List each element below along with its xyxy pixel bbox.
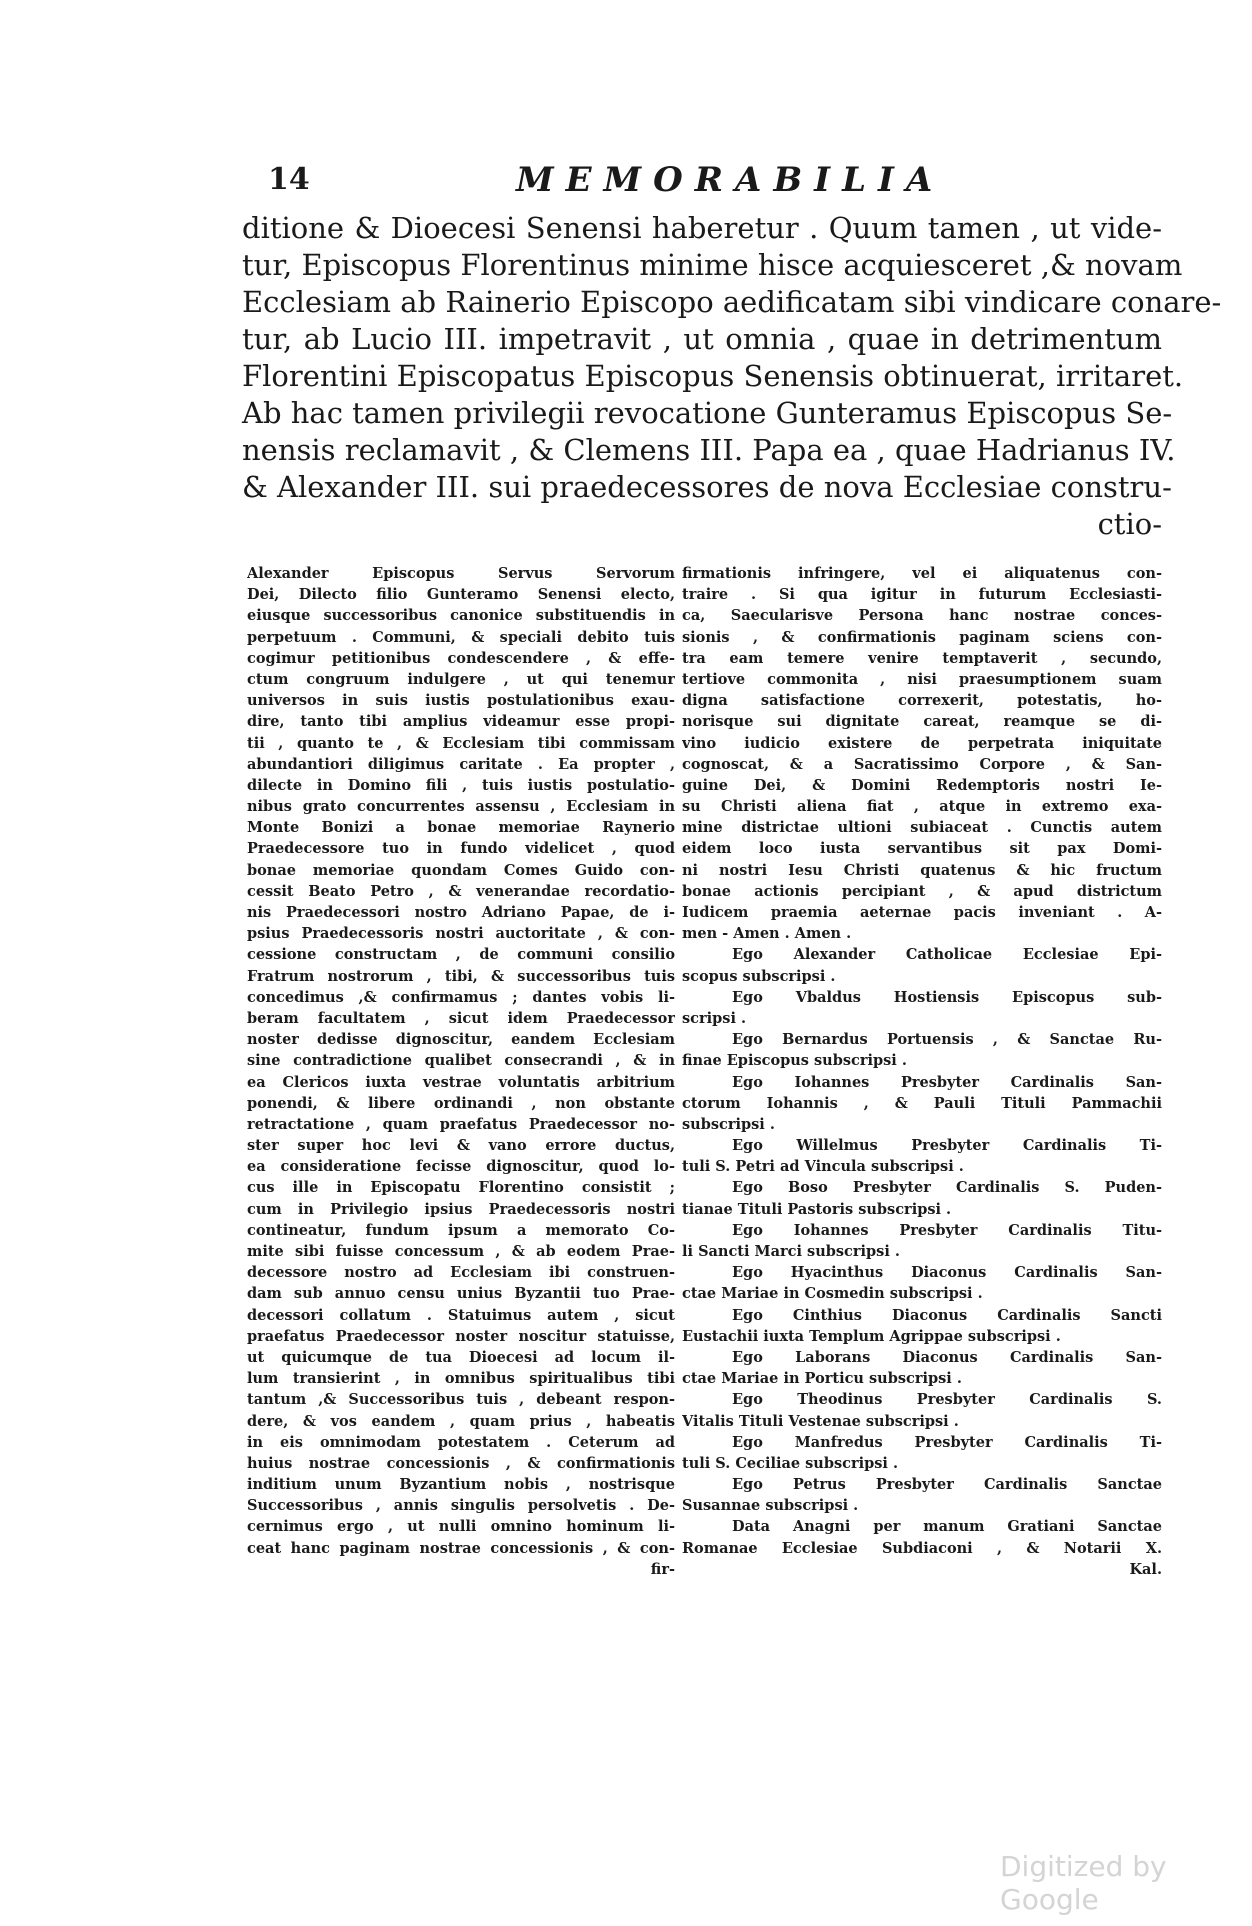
right-column-line: ctae Mariae in Porticu subscripsi .: [682, 1370, 962, 1388]
right-column-line: Ego Theodinus Presbyter Cardinalis S.: [732, 1391, 1162, 1409]
left-column-line: cessione constructam , de communi consilio: [247, 946, 675, 964]
intro-line: Ecclesiam ab Rainerio Episcopo aedificatam sibi vindicare conare-: [242, 285, 1222, 319]
left-column-line: inditium unum Byzantium nobis , nostrisque: [247, 1476, 675, 1494]
right-column-line: guine Dei, & Domini Redemptoris nostri Ie-: [682, 776, 1162, 794]
left-column-line: abundantiori diligimus caritate . Ea propter ,: [247, 755, 675, 773]
right-column-line: digna satisfactione correxerit, potestatis, ho-: [682, 692, 1162, 710]
left-column-line: huius nostrae concessionis , & confirmationis: [247, 1454, 675, 1472]
left-column-line: fir-: [650, 1560, 675, 1578]
right-column-line: Romanae Ecclesiae Subdiaconi , & Notarii X.: [682, 1539, 1162, 1557]
left-column-line: ctum congruum indulgere , ut qui tenemur: [247, 670, 675, 688]
left-column-line: cogimur petitionibus condescendere , & effe-: [247, 649, 675, 667]
right-column-line: Ego Petrus Presbyter Cardinalis Sanctae: [732, 1476, 1162, 1494]
right-column-line: Ego Iohannes Presbyter Cardinalis Titu-: [732, 1221, 1162, 1239]
right-column-line: Eustachii iuxta Templum Agrippae subscripsi .: [682, 1327, 1061, 1345]
right-column-line: Ego Cinthius Diaconus Cardinalis Sancti: [732, 1306, 1162, 1324]
left-column-line: praefatus Praedecessor noster noscitur statuisse,: [247, 1327, 675, 1345]
left-column-line: bonae memoriae quondam Comes Guido con-: [247, 861, 675, 879]
right-column-line: Ego Manfredus Presbyter Cardinalis Ti-: [732, 1433, 1162, 1451]
left-column-line: mite sibi fuisse concessum , & ab eodem Prae-: [247, 1243, 675, 1260]
right-column-line: tuli S. Ceciliae subscripsi .: [682, 1454, 899, 1472]
left-column-line: eiusque successoribus canonice substituendis in: [247, 607, 675, 625]
left-column-line: cernimus ergo , ut nulli omnino hominum li-: [247, 1518, 675, 1536]
right-column-line: Vitalis Tituli Vestenae subscripsi .: [682, 1412, 959, 1430]
left-column-line: dere, & vos eandem , quam prius , habeatis: [247, 1412, 675, 1430]
right-column-line: ctae Mariae in Cosmedin subscripsi .: [682, 1285, 983, 1303]
right-column-line: mine districtae ultioni subiaceat . Cunctis autem: [682, 819, 1162, 837]
left-column-line: dam sub annuo censu unius Byzantii tuo Prae-: [247, 1285, 675, 1303]
right-column-line: tra eam temere venire temptaverit , secundo,: [682, 649, 1162, 667]
left-column-line: ea Clericos iuxta vestrae voluntatis arbitrium: [247, 1073, 675, 1091]
page-number: 14: [268, 162, 310, 197]
intro-line: Ab hac tamen privilegii revocatione Gunteramus Episcopus Se-: [242, 396, 1173, 430]
digitized-watermark: Digitized by Google: [1000, 1850, 1167, 1916]
left-column-line: psius Praedecessoris nostri auctoritate , & con-: [247, 925, 675, 943]
right-column: [682, 563, 1162, 1580]
right-column-line: Iudicem praemia aeternae pacis inveniant . A-: [682, 904, 1162, 921]
right-column-line: Kal.: [1129, 1560, 1162, 1578]
intro-line: Florentini Episcopatus Episcopus Senensis obtinuerat, irritaret.: [242, 359, 1184, 393]
right-column-line: traire . Si qua igitur in futurum Ecclesiasti-: [682, 586, 1162, 604]
right-column-line: scripsi .: [682, 1009, 747, 1027]
right-column-line: Ego Bernardus Portuensis , & Sanctae Ru-: [732, 1031, 1162, 1049]
right-column-line: vino iudicio existere de perpetrata iniquitate: [682, 734, 1162, 752]
left-column-line: cus ille in Episcopatu Florentino consistit ;: [247, 1179, 675, 1197]
intro-line: tur, Episcopus Florentinus minime hisce acquiesceret ,& novam: [242, 248, 1183, 282]
left-column-line: decessore nostro ad Ecclesiam ibi construen-: [247, 1264, 675, 1282]
left-column-line: tii , quanto te , & Ecclesiam tibi commissam: [247, 734, 675, 752]
right-column-line: ca, Saecularisve Persona hanc nostrae conces-: [682, 607, 1162, 625]
right-column-line: Susannae subscripsi .: [682, 1497, 859, 1515]
left-column-line: beram facultatem , sicut idem Praedecessor: [247, 1009, 675, 1027]
left-column-line: Alexander Episcopus Servus Servorum: [247, 565, 675, 582]
right-column-line: Ego Iohannes Presbyter Cardinalis San-: [732, 1073, 1162, 1091]
left-column-line: retractatione , quam praefatus Praedecessor no-: [247, 1115, 675, 1133]
right-column-line: Ego Laborans Diaconus Cardinalis San-: [732, 1348, 1162, 1366]
right-column-line: tertiove commonita , nisi praesumptionem suam: [682, 670, 1162, 688]
right-column-line: ni nostri Iesu Christi quatenus & hic fructum: [682, 861, 1162, 879]
left-column-line: ceat hanc paginam nostrae concessionis , & con-: [247, 1539, 675, 1557]
intro-line: ditione & Dioecesi Senensi haberetur . Quum tamen , ut vide-: [242, 211, 1162, 245]
running-title: MEMORABILIA: [516, 160, 945, 200]
right-column-line: Ego Vbaldus Hostiensis Episcopus sub-: [732, 988, 1162, 1006]
left-column-line: dire, tanto tibi amplius videamur esse propi-: [247, 713, 675, 731]
left-column: [247, 563, 675, 1580]
right-column-line: Ego Willelmus Presbyter Cardinalis Ti-: [732, 1137, 1162, 1155]
right-column-line: subscripsi .: [682, 1115, 775, 1133]
right-column-line: tianae Tituli Pastoris subscripsi .: [682, 1200, 952, 1218]
left-column-line: nis Praedecessori nostro Adriano Papae, de i-: [247, 904, 675, 921]
left-column-line: concedimus ,& confirmamus ; dantes vobis li-: [247, 988, 675, 1006]
left-column-line: nibus grato concurrentes assensu , Ecclesiam in: [247, 798, 675, 816]
left-column-line: lum transierint , in omnibus spiritualibus tibi: [247, 1370, 675, 1388]
right-column-line: firmationis infringere, vel ei aliquatenus con-: [682, 565, 1162, 582]
right-column-line: bonae actionis percipiant , & apud districtum: [682, 882, 1162, 900]
right-column-line: Ego Boso Presbyter Cardinalis S. Puden-: [732, 1179, 1162, 1197]
left-column-line: cessit Beato Petro , & venerandae recordatio-: [247, 882, 675, 900]
right-column-line: tuli S. Petri ad Vincula subscripsi .: [682, 1158, 964, 1176]
intro-line: ctio-: [1097, 507, 1162, 541]
right-column-line: norisque sui dignitate careat, reamque se di-: [682, 713, 1162, 731]
left-column-line: Fratrum nostrorum , tibi, & successoribus tuis: [247, 967, 675, 985]
right-column-line: sionis , & confirmationis paginam sciens con-: [682, 628, 1162, 646]
left-column-line: ea consideratione fecisse dignoscitur, quod lo-: [247, 1158, 675, 1176]
left-column-line: ponendi, & libere ordinandi , non obstante: [247, 1094, 675, 1112]
left-column-line: Monte Bonizi a bonae memoriae Raynerio: [247, 819, 675, 837]
left-column-line: noster dedisse dignoscitur, eandem Ecclesiam: [247, 1031, 675, 1049]
left-column-line: tantum ,& Successoribus tuis , debeant respon-: [247, 1391, 675, 1409]
left-column-line: perpetuum . Communi, & speciali debito tuis: [247, 628, 675, 646]
left-column-line: contineatur, fundum ipsum a memorato Co-: [247, 1221, 675, 1239]
right-column-line: eidem loco iusta servantibus sit pax Domi-: [682, 840, 1162, 858]
intro-line: tur, ab Lucio III. impetravit , ut omnia , quae in detrimentum: [242, 322, 1162, 356]
right-column-line: scopus subscripsi .: [682, 967, 836, 985]
intro-line: & Alexander III. sui praedecessores de nova Ecclesiae constru-: [242, 470, 1172, 504]
right-column-line: finae Episcopus subscripsi .: [682, 1052, 907, 1070]
left-column-line: cum in Privilegio ipsius Praedecessoris nostri: [247, 1200, 675, 1218]
left-column-line: universos in suis iustis postulationibus exau-: [247, 692, 675, 710]
right-column-line: cognoscat, & a Sacratissimo Corpore , & San-: [682, 755, 1162, 773]
right-column-line: men - Amen . Amen .: [682, 925, 852, 943]
left-column-line: Dei, Dilecto filio Gunteramo Senensi electo,: [247, 586, 675, 604]
right-column-line: Data Anagni per manum Gratiani Sanctae: [732, 1518, 1162, 1536]
left-column-line: sine contradictione qualibet consecrandi , & in: [247, 1052, 675, 1070]
left-column-line: Praedecessore tuo in fundo videlicet , quod: [247, 840, 675, 858]
intro-paragraph: [242, 210, 1222, 543]
right-column-line: li Sancti Marci subscripsi .: [682, 1243, 900, 1260]
left-column-line: ster super hoc levi & vano errore ductus,: [247, 1137, 675, 1155]
right-column-line: Ego Alexander Catholicae Ecclesiae Epi-: [732, 946, 1162, 964]
right-column-line: ctorum Iohannis , & Pauli Tituli Pammachii: [682, 1094, 1162, 1112]
left-column-line: ut quicumque de tua Dioecesi ad locum il-: [247, 1348, 675, 1366]
right-column-line: su Christi aliena fiat , atque in extremo exa-: [682, 798, 1162, 816]
left-column-line: in eis omnimodam potestatem . Ceterum ad: [247, 1433, 675, 1451]
intro-line: nensis reclamavit , & Clemens III. Papa ea , quae Hadrianus IV.: [242, 433, 1176, 467]
left-column-line: dilecte in Domino fili , tuis iustis postulatio-: [247, 776, 675, 794]
left-column-line: Successoribus , annis singulis persolvetis . De-: [247, 1497, 675, 1515]
left-column-line: decessori collatum . Statuimus autem , sicut: [247, 1306, 675, 1324]
right-column-line: Ego Hyacinthus Diaconus Cardinalis San-: [732, 1264, 1162, 1282]
